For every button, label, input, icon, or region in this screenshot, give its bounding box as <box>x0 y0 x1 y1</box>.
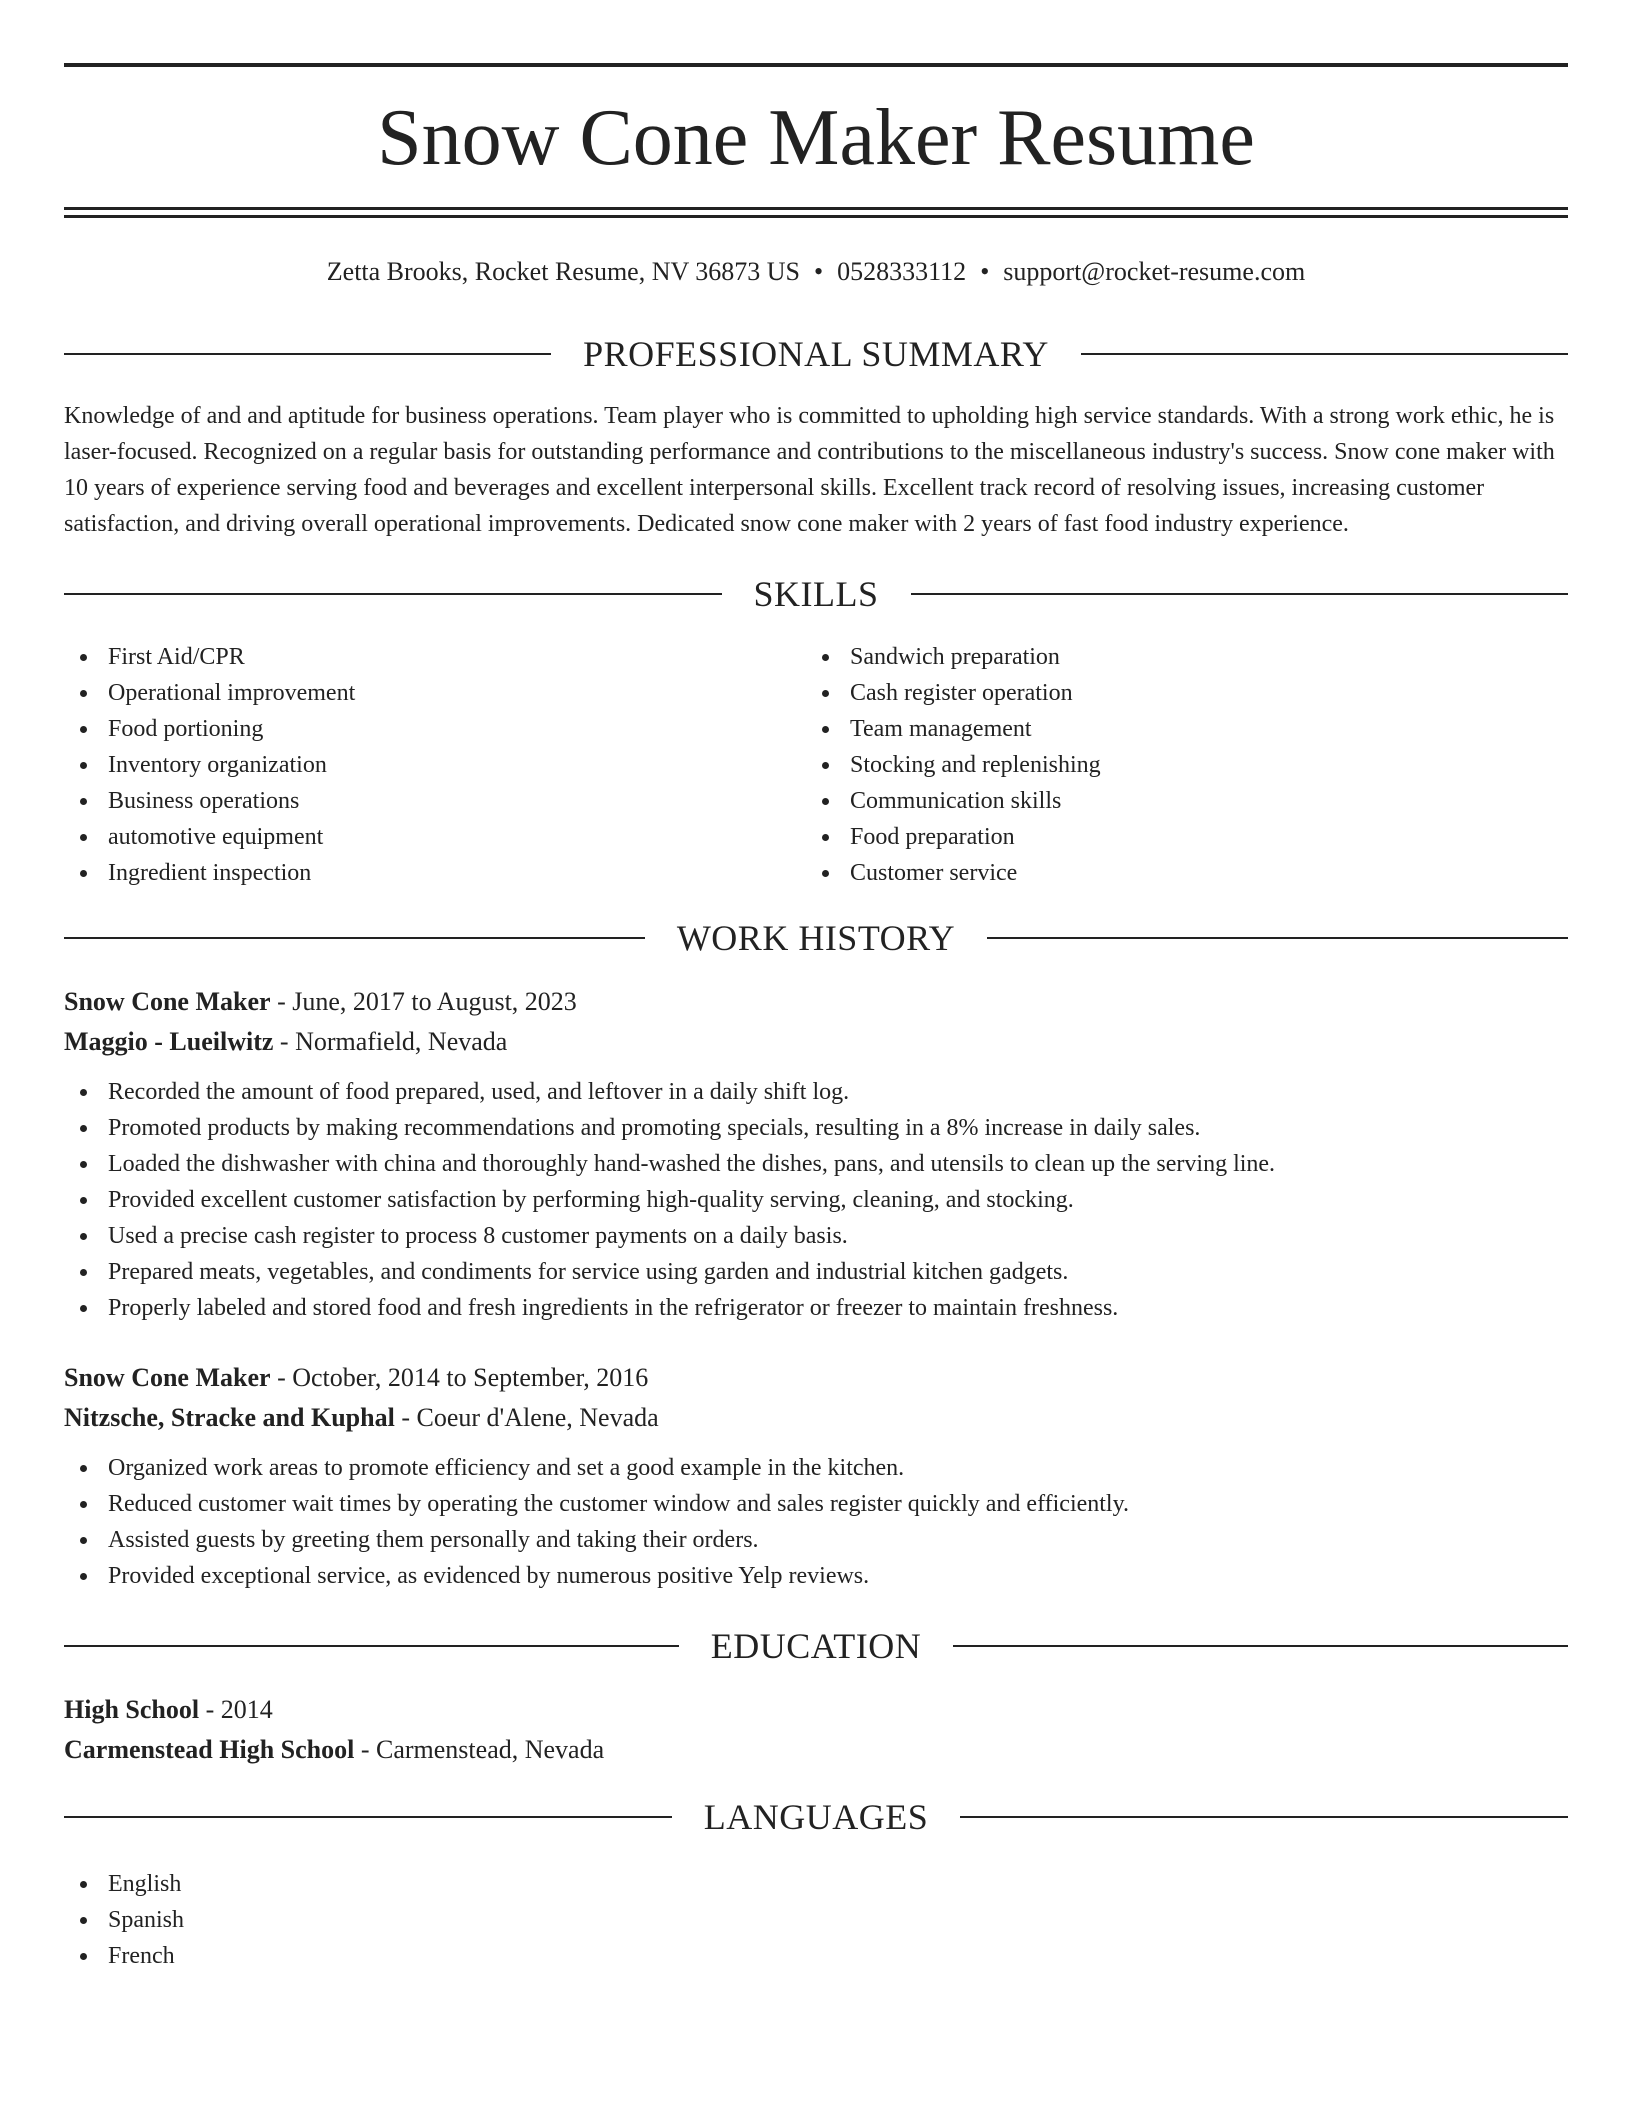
duty-item: Properly labeled and stored food and fresh ingredients in the refrigerator or freezer to maintain freshness. <box>64 1290 1568 1326</box>
heading-rule <box>953 1645 1568 1647</box>
bullet-icon <box>80 1537 87 1544</box>
duty-item: Used a precise cash register to process 8 customer payments on a daily basis. <box>64 1218 1568 1254</box>
section-heading-education <box>64 1621 1568 1671</box>
bullet-icon <box>80 762 87 769</box>
language-item: English <box>64 1866 184 1902</box>
skill-item: Ingredient inspection <box>64 855 355 891</box>
job-company: Nitzsche, Stracke and Kuphal <box>64 1403 395 1432</box>
skill-item: Stocking and replenishing <box>806 747 1101 783</box>
section-heading-work <box>64 913 1568 963</box>
skill-item: Sandwich preparation <box>806 639 1101 675</box>
bullet-icon <box>822 690 829 697</box>
bullet-icon <box>822 726 829 733</box>
heading-rule <box>64 937 645 939</box>
duty-item: Loaded the dishwasher with china and thoroughly hand-washed the dishes, pans, and utensils to clean up the serving line. <box>64 1146 1568 1182</box>
skill-item: Communication skills <box>806 783 1101 819</box>
job-dates: - June, 2017 to August, 2023 <box>270 987 577 1016</box>
heading-rule <box>64 1645 679 1647</box>
job-title-line <box>64 1358 1568 1398</box>
education-degree-line <box>64 1690 1568 1730</box>
education-degree: High School <box>64 1695 200 1724</box>
bullet-icon <box>80 798 87 805</box>
summary-paragraph: Knowledge of and and aptitude for business operations. Team player who is committed to upholding high service standards. With a strong work ethic, he is laser-focused. Recognized on a regular basis for outstanding performance and contributions to the miscellaneous industry's success. Snow cone maker with 10 years of experience serving food and beverages and excellent interpersonal skills. Excellent track record of resolving issues, increasing customer satisfaction, and driving overall operational improvements. Dedicated snow cone maker with 2 years of fast food industry experience. <box>64 403 1555 537</box>
bullet-icon <box>80 654 87 661</box>
bullet-icon <box>80 690 87 697</box>
section-title: PROFESSIONAL SUMMARY <box>583 334 1049 374</box>
contact-line <box>64 254 1568 290</box>
section-heading-languages <box>64 1792 1568 1842</box>
bullet-icon <box>822 834 829 841</box>
job-location: - Coeur d'Alene, Nevada <box>394 1403 659 1432</box>
duty-item: Reduced customer wait times by operating the customer window and sales register quickly and efficiently. <box>64 1486 1568 1522</box>
heading-rule <box>64 353 551 355</box>
contact-address: Zetta Brooks, Rocket Resume, NV 36873 US <box>326 257 801 286</box>
job-company-line <box>64 1398 1568 1438</box>
section-title: EDUCATION <box>710 1626 922 1666</box>
education-school-line <box>64 1730 1568 1770</box>
education-year: - 2014 <box>199 1695 273 1724</box>
skill-item: First Aid/CPR <box>64 639 355 675</box>
education-location: - Carmenstead, Nevada <box>354 1735 605 1764</box>
heading-rule <box>1081 353 1568 355</box>
job-entry <box>64 1358 1568 1594</box>
bullet-icon <box>822 798 829 805</box>
heading-rule <box>911 593 1569 595</box>
job-duties <box>64 1450 1568 1594</box>
education-school: Carmenstead High School <box>64 1735 355 1764</box>
bullet-icon <box>80 1197 87 1204</box>
language-item: French <box>64 1938 184 1974</box>
skill-item: Business operations <box>64 783 355 819</box>
job-entry <box>64 982 1568 1326</box>
bullet-icon <box>80 834 87 841</box>
job-title: Snow Cone Maker <box>64 1363 271 1392</box>
heading-rule <box>64 593 722 595</box>
education-entry <box>64 1690 1568 1770</box>
bullet-icon <box>80 726 87 733</box>
section-heading-summary <box>64 329 1568 379</box>
job-company: Maggio - Lueilwitz <box>64 1027 274 1056</box>
bullet-icon <box>80 1881 87 1888</box>
job-company-line <box>64 1022 1568 1062</box>
skill-item: Operational improvement <box>64 675 355 711</box>
skills-list-right <box>806 639 1101 891</box>
languages-list <box>64 1866 184 1974</box>
duty-item: Promoted products by making recommendations and promoting specials, resulting in a 8% increase in daily sales. <box>64 1110 1568 1146</box>
title-double-rule <box>64 207 1568 218</box>
heading-rule <box>64 1816 672 1818</box>
bullet-icon <box>80 870 87 877</box>
skill-item: automotive equipment <box>64 819 355 855</box>
bullet-icon <box>80 1233 87 1240</box>
bullet-icon <box>80 1089 87 1096</box>
section-title: WORK HISTORY <box>676 918 956 958</box>
bullet-icon <box>822 654 829 661</box>
section-title: SKILLS <box>753 574 879 614</box>
duty-item: Prepared meats, vegetables, and condiments for service using garden and industrial kitchen gadgets. <box>64 1254 1568 1290</box>
contact-separator: • <box>980 257 990 286</box>
section-heading-skills <box>64 569 1568 619</box>
skill-item: Food preparation <box>806 819 1101 855</box>
resume-title: Snow Cone Maker Resume <box>377 94 1255 182</box>
skill-item: Cash register operation <box>806 675 1101 711</box>
heading-rule <box>960 1816 1568 1818</box>
bullet-icon <box>80 1161 87 1168</box>
section-title: LANGUAGES <box>703 1797 929 1837</box>
skill-item: Inventory organization <box>64 747 355 783</box>
bullet-icon <box>80 1573 87 1580</box>
job-title: Snow Cone Maker <box>64 987 271 1016</box>
bullet-icon <box>80 1953 87 1960</box>
contact-email: support@rocket-resume.com <box>1003 257 1306 286</box>
language-item: Spanish <box>64 1902 184 1938</box>
skill-item: Team management <box>806 711 1101 747</box>
bullet-icon <box>80 1305 87 1312</box>
bullet-icon <box>80 1501 87 1508</box>
skills-list-left <box>64 639 355 891</box>
bullet-icon <box>822 762 829 769</box>
heading-rule <box>987 937 1568 939</box>
bullet-icon <box>80 1917 87 1924</box>
contact-separator: • <box>814 257 824 286</box>
duty-item: Provided exceptional service, as evidenced by numerous positive Yelp reviews. <box>64 1558 1568 1594</box>
bullet-icon <box>80 1465 87 1472</box>
skill-item: Customer service <box>806 855 1101 891</box>
job-title-line <box>64 982 1568 1022</box>
skill-item: Food portioning <box>64 711 355 747</box>
contact-phone: 0528333112 <box>837 257 967 286</box>
bullet-icon <box>80 1125 87 1132</box>
duty-item: Recorded the amount of food prepared, used, and leftover in a daily shift log. <box>64 1074 1568 1110</box>
job-location: - Normafield, Nevada <box>273 1027 508 1056</box>
job-dates: - October, 2014 to September, 2016 <box>270 1363 649 1392</box>
bullet-icon <box>822 870 829 877</box>
top-rule <box>64 63 1568 67</box>
job-duties <box>64 1074 1568 1326</box>
bullet-icon <box>80 1269 87 1276</box>
duty-item: Organized work areas to promote efficiency and set a good example in the kitchen. <box>64 1450 1568 1486</box>
duty-item: Provided excellent customer satisfaction by performing high-quality serving, cleaning, and stocking. <box>64 1182 1568 1218</box>
duty-item: Assisted guests by greeting them personally and taking their orders. <box>64 1522 1568 1558</box>
